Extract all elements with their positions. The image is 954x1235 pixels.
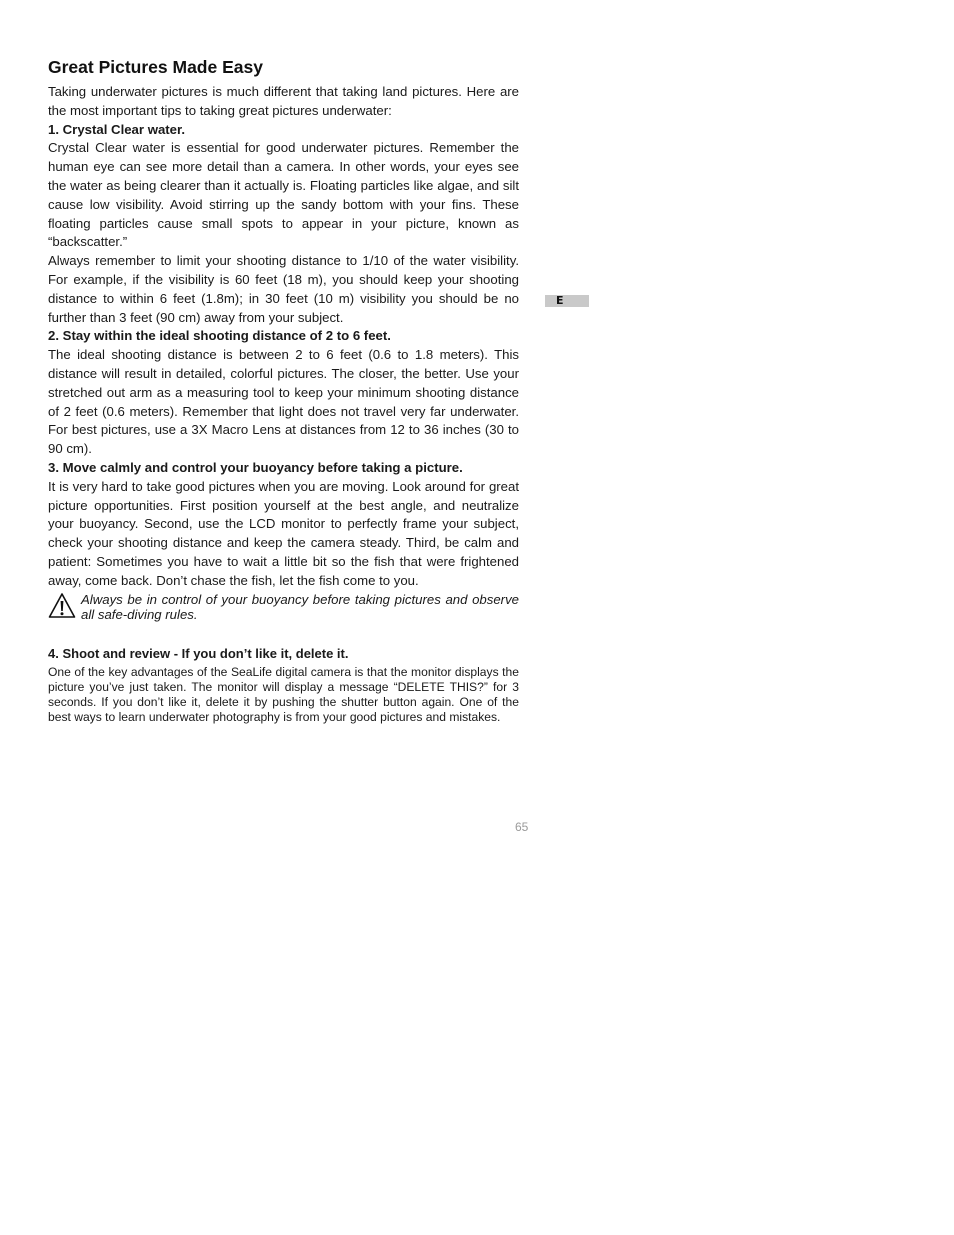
tip3-paragraph: It is very hard to take good pictures when you are moving. Look around for great picture opportunities. First position yourself at the best angle, and neutralize your buoyancy. Second, use the LCD monitor to perfectly frame your subject, check your shooting distance and keep the camera steady. Third, be calm and patient: Sometimes you have to wait a little bit so the fish that were frightened away, come back. Don’t chase the fish, let the fish come to you. xyxy=(48,478,519,588)
tip1-paragraph-1: Crystal Clear water is essential for good underwater pictures. Remember the human eye can see more detail than a camera. In other words, your eyes see the water as being clearer than it actually is. Floating particles like algae, and silt cause low visibility. Avoid stirring up the sandy bottom with your fins. These floating particles cause small spots to appear in your picture, known as “backscatter.” xyxy=(48,140,519,250)
tip2-heading: 2. Stay within the ideal shooting distance of 2 to 6 feet. xyxy=(48,328,391,344)
language-tab-label: E xyxy=(556,294,564,307)
warning-triangle-icon xyxy=(48,592,76,620)
tip1-heading: 1. Crystal Clear water. xyxy=(48,121,186,137)
page-number: 65 xyxy=(515,820,529,834)
tip4-heading: 4. Shoot and review - If you don’t like it, delete it. xyxy=(48,645,349,661)
warning-note xyxy=(48,592,519,622)
warning-text: Always be in control of your buoyancy before taking pictures and observe all safe-diving rules. xyxy=(81,591,519,622)
tip1-paragraph-2: Always remember to limit your shooting distance to 1/10 of the water visibility. For example, if the visibility is 60 feet (18 m), you should keep your shooting distance to within 6 feet (1.8m); in 30 feet (10 m) visibility you should be no further than 3 feet (90 cm) away from your subject. xyxy=(48,253,519,325)
main-column xyxy=(48,55,519,725)
page-title: Great Pictures Made Easy xyxy=(48,57,263,77)
tip2-paragraph: The ideal shooting distance is between 2 to 6 feet (0.6 to 1.8 meters). This distance will result in detailed, colorful pictures. The closer, the better. Use your stretched out arm as a measuring tool to keep your minimum shooting distance of 2 feet (0.6 meters). Remember that light does not travel very far underwater. For best pictures, use a 3X Macro Lens at distances from 12 to 36 inches (30 to 90 cm). xyxy=(48,347,519,457)
tip3-heading: 3. Move calmly and control your buoyancy before taking a picture. xyxy=(48,459,463,475)
intro-paragraph: Taking underwater pictures is much different that taking land pictures. Here are the most important tips to taking great pictures underwater: xyxy=(48,84,519,118)
tip4-paragraph: One of the key advantages of the SeaLife digital camera is that the monitor displays the picture you’ve just taken. The monitor will display a message “DELETE THIS?” for 3 seconds. If you don’t like it, delete it by pushing the shutter button again. One of the best ways to learn underwater photography is from your good pictures and mistakes. xyxy=(48,664,519,724)
language-tab xyxy=(545,295,589,307)
